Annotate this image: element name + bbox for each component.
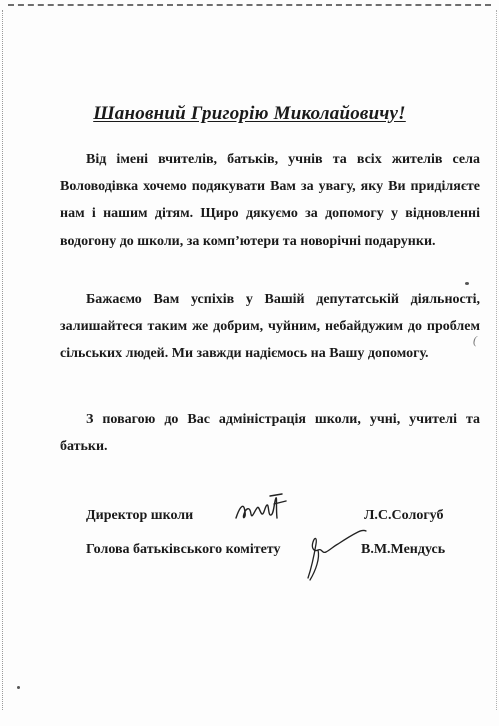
letter-paragraph-closing: З повагою до Вас адміністрація школи, учні, учителі та батьки. bbox=[60, 412, 480, 455]
signer-title-committee-head: Голова батьківського комітету bbox=[86, 542, 281, 557]
signer-name-committee-head: В.М.Мендусь bbox=[361, 542, 446, 557]
letter-paragraph-thanks: Від імені вчителів, батьків, учнів та всіх жителів села Воловодівка хочемо подякувати Вам за увагу, яку Ви приділяєте нам і нашим дітям. Щиро дякуємо за допомогу у відновленні водогону до школи, за комп’ютери та новорічні подарунки. bbox=[60, 152, 480, 249]
scan-top-border bbox=[8, 4, 491, 6]
scan-speck bbox=[465, 282, 469, 285]
letter-salutation: Шановний Григорію Миколайовичу! bbox=[93, 103, 406, 124]
letter-paragraph-wishes: Бажаємо Вам успіхів у Вашій депутатській діяльності, залишайтеся таким же добрим, чуйним, небайдужим до проблем сільських людей. Ми завжди надіємось на Вашу допомогу. bbox=[60, 292, 480, 362]
scan-speck bbox=[17, 686, 20, 689]
signer-title-director: Директор школи bbox=[86, 508, 194, 523]
scan-mark: ( bbox=[473, 333, 477, 347]
director-handwritten-signature bbox=[232, 488, 292, 528]
signer-name-director: Л.С.Сологуб bbox=[364, 508, 444, 523]
